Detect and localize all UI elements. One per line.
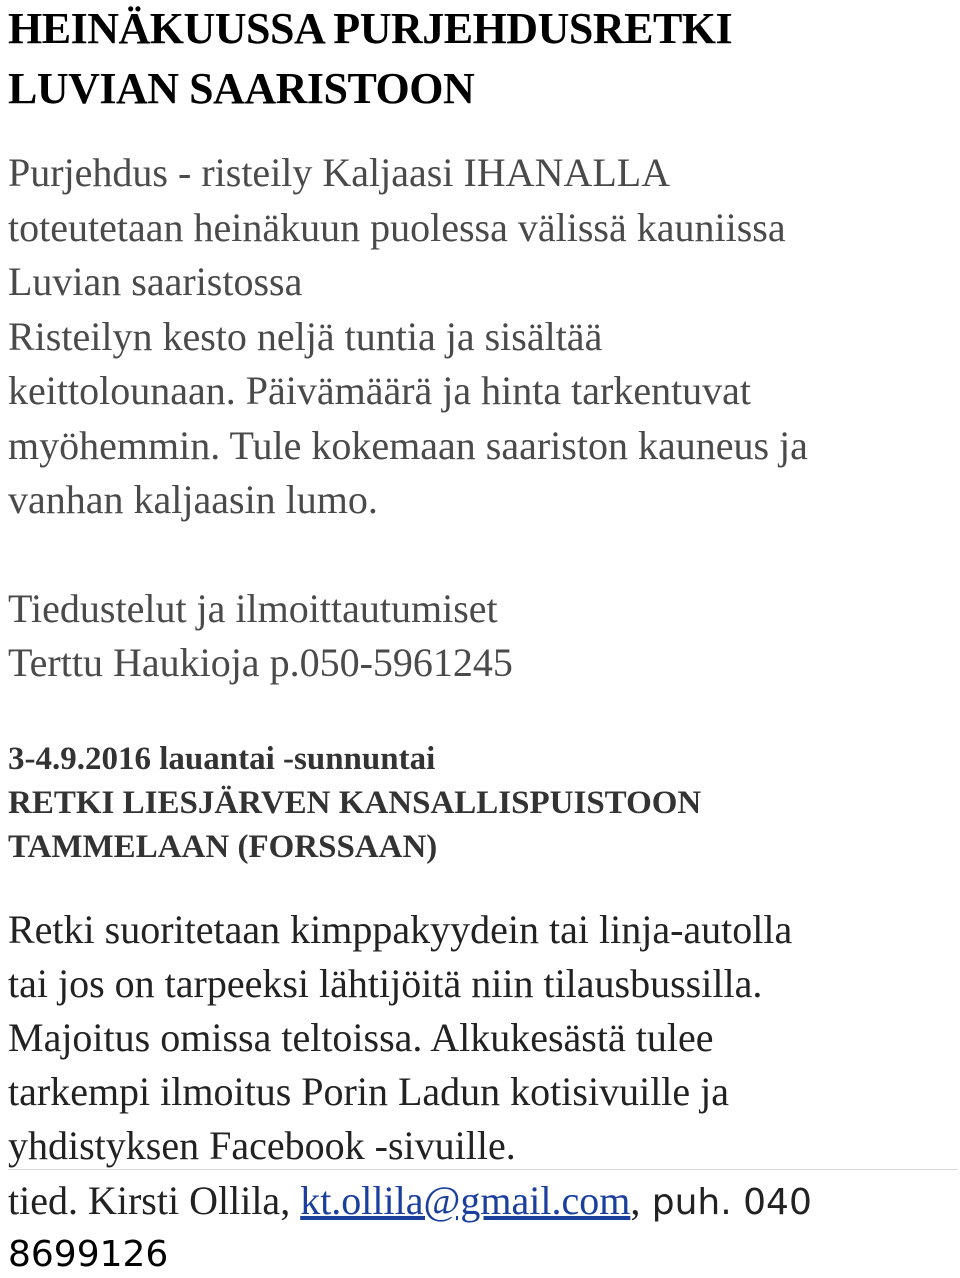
- section2-body-line-3: Majoitus omissa teltoissa. Alkukesästä tulee: [8, 1015, 714, 1060]
- divider: [8, 1169, 958, 1170]
- section1-body-line-2: toteutetaan heinäkuun puolessa välissä kauniissa: [8, 205, 786, 250]
- section1-title-line-1: HEINÄKUUSSA PURJEHDUSRETKI: [8, 4, 733, 53]
- section2-body-line-5: yhdistyksen Facebook -sivuille.: [8, 1123, 516, 1168]
- contact-prefix: tied. Kirsti Ollila,: [8, 1178, 301, 1223]
- section1-body-line-5: keittolounaan. Päivämäärä ja hinta tarkentuvat: [8, 368, 752, 413]
- phone-label: puh.: [640, 1182, 744, 1223]
- section1-contact-line-1: Tiedustelut ja ilmoittautumiset: [8, 586, 498, 631]
- section2-title-line-1: RETKI LIESJÄRVEN KANSALLISPUISTOON: [8, 785, 702, 821]
- section2-date-line: 3-4.9.2016 lauantai -sunnuntai: [8, 741, 436, 777]
- section1-body-line-7: vanhan kaljaasin lumo.: [8, 477, 378, 522]
- section1-body-line-3: Luvian saaristossa: [8, 259, 303, 304]
- section2-body-line-4: tarkempi ilmoitus Porin Ladun kotisivuille ja: [8, 1069, 730, 1114]
- section2-body-line-1: Retki suoritetaan kimppakyydein tai linja-autolla: [8, 907, 793, 952]
- section1-title-line-2: LUVIAN SAARISTOON: [8, 64, 475, 113]
- section1-body-line-6: myöhemmin. Tule kokemaan saariston kauneus ja: [8, 423, 808, 468]
- phone-number-part1: 040: [743, 1182, 812, 1223]
- section1-body-line-1: Purjehdus - risteily Kaljaasi IHANALLA: [8, 150, 671, 195]
- section1-contact-line-2: Terttu Haukioja p.050-5961245: [8, 640, 513, 685]
- section2-body-line-2: tai jos on tarpeeksi lähtijöitä niin tilausbussilla.: [8, 961, 763, 1006]
- contact-separator: ,: [630, 1178, 641, 1223]
- phone-number-part2: 8699126: [8, 1234, 169, 1275]
- section2-contact-line: [8, 1176, 812, 1228]
- section1-body-line-4: Risteilyn kesto neljä tuntia ja sisältää: [8, 314, 603, 359]
- section2-title-line-2: TAMMELAAN (FORSSAAN): [8, 829, 438, 865]
- email-link[interactable]: kt.ollila@gmail.com: [300, 1178, 631, 1223]
